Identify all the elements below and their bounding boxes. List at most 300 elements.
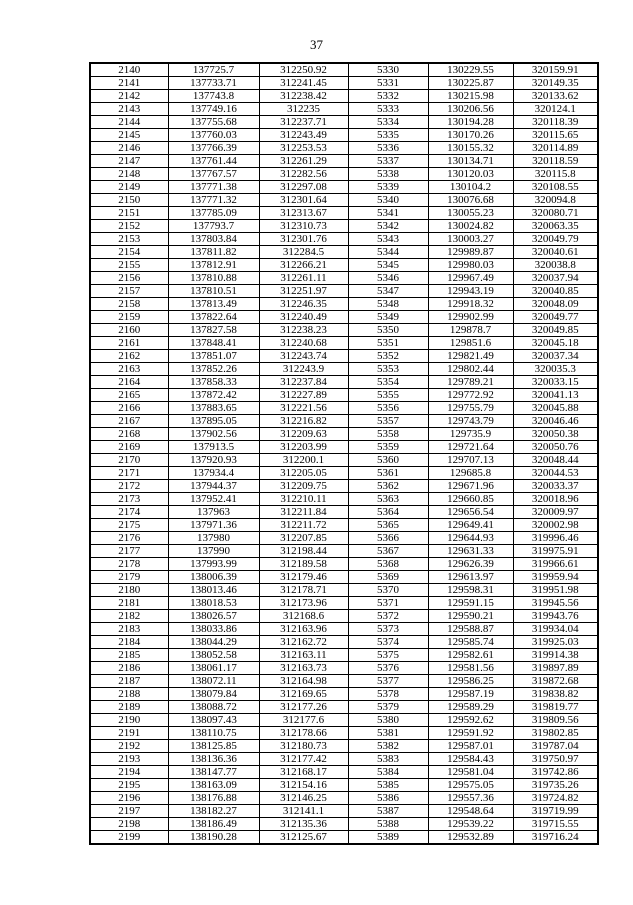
y-coordinate-right: 319724.82 xyxy=(513,792,598,805)
table-row xyxy=(90,207,598,220)
point-number-right: 5376 xyxy=(348,662,428,675)
y-coordinate-left: 312177.6 xyxy=(259,714,348,727)
y-coordinate-left: 312168.6 xyxy=(259,610,348,623)
x-coordinate-left: 138061.17 xyxy=(168,662,259,675)
x-coordinate-right: 129590.21 xyxy=(428,610,513,623)
x-coordinate-left: 137785.09 xyxy=(168,207,259,220)
point-number-left: 2182 xyxy=(90,610,168,623)
point-number-left: 2165 xyxy=(90,389,168,402)
x-coordinate-left: 137812.91 xyxy=(168,259,259,272)
point-number-left: 2199 xyxy=(90,831,168,845)
y-coordinate-right: 320063.35 xyxy=(513,220,598,233)
y-coordinate-left: 312163.73 xyxy=(259,662,348,675)
y-coordinate-right: 320049.85 xyxy=(513,324,598,337)
point-number-left: 2162 xyxy=(90,350,168,363)
x-coordinate-right: 130134.71 xyxy=(428,155,513,168)
point-number-left: 2190 xyxy=(90,714,168,727)
x-coordinate-left: 138147.77 xyxy=(168,766,259,779)
point-number-left: 2175 xyxy=(90,519,168,532)
point-number-left: 2149 xyxy=(90,181,168,194)
y-coordinate-right: 320033.37 xyxy=(513,480,598,493)
table-row xyxy=(90,779,598,792)
table-row xyxy=(90,77,598,90)
x-coordinate-left: 137771.32 xyxy=(168,194,259,207)
x-coordinate-right: 130076.68 xyxy=(428,194,513,207)
point-number-left: 2172 xyxy=(90,480,168,493)
y-coordinate-left: 312177.42 xyxy=(259,753,348,766)
y-coordinate-left: 312189.58 xyxy=(259,558,348,571)
x-coordinate-right: 129581.04 xyxy=(428,766,513,779)
point-number-right: 5351 xyxy=(348,337,428,350)
point-number-right: 5367 xyxy=(348,545,428,558)
y-coordinate-right: 320048.44 xyxy=(513,454,598,467)
table-row xyxy=(90,571,598,584)
point-number-right: 5365 xyxy=(348,519,428,532)
point-number-left: 2186 xyxy=(90,662,168,675)
point-number-right: 5332 xyxy=(348,90,428,103)
point-number-left: 2159 xyxy=(90,311,168,324)
point-number-left: 2176 xyxy=(90,532,168,545)
y-coordinate-right: 320033.15 xyxy=(513,376,598,389)
x-coordinate-left: 137760.03 xyxy=(168,129,259,142)
table-row xyxy=(90,402,598,415)
point-number-right: 5360 xyxy=(348,454,428,467)
x-coordinate-left: 137851.07 xyxy=(168,350,259,363)
table-row xyxy=(90,194,598,207)
point-number-right: 5361 xyxy=(348,467,428,480)
point-number-right: 5368 xyxy=(348,558,428,571)
table-row xyxy=(90,584,598,597)
point-number-right: 5383 xyxy=(348,753,428,766)
y-coordinate-left: 312211.84 xyxy=(259,506,348,519)
point-number-right: 5359 xyxy=(348,441,428,454)
y-coordinate-right: 320037.94 xyxy=(513,272,598,285)
x-coordinate-left: 137993.99 xyxy=(168,558,259,571)
table-row xyxy=(90,454,598,467)
x-coordinate-left: 137803.84 xyxy=(168,233,259,246)
point-number-left: 2179 xyxy=(90,571,168,584)
point-number-right: 5389 xyxy=(348,831,428,845)
x-coordinate-right: 129581.56 xyxy=(428,662,513,675)
point-number-left: 2155 xyxy=(90,259,168,272)
table-row xyxy=(90,363,598,376)
x-coordinate-right: 130024.82 xyxy=(428,220,513,233)
x-coordinate-right: 129582.61 xyxy=(428,649,513,662)
table-row xyxy=(90,428,598,441)
x-coordinate-left: 138033.86 xyxy=(168,623,259,636)
x-coordinate-left: 138190.28 xyxy=(168,831,259,845)
point-number-right: 5378 xyxy=(348,688,428,701)
y-coordinate-left: 312146.25 xyxy=(259,792,348,805)
point-number-right: 5350 xyxy=(348,324,428,337)
x-coordinate-left: 138072.11 xyxy=(168,675,259,688)
x-coordinate-right: 130194.28 xyxy=(428,116,513,129)
point-number-left: 2168 xyxy=(90,428,168,441)
x-coordinate-right: 129592.62 xyxy=(428,714,513,727)
x-coordinate-left: 137771.38 xyxy=(168,181,259,194)
x-coordinate-left: 138018.53 xyxy=(168,597,259,610)
point-number-right: 5349 xyxy=(348,311,428,324)
x-coordinate-right: 129707.13 xyxy=(428,454,513,467)
point-number-right: 5363 xyxy=(348,493,428,506)
y-coordinate-left: 312241.45 xyxy=(259,77,348,90)
x-coordinate-right: 129631.33 xyxy=(428,545,513,558)
y-coordinate-left: 312310.73 xyxy=(259,220,348,233)
x-coordinate-left: 137810.51 xyxy=(168,285,259,298)
x-coordinate-right: 129685.8 xyxy=(428,467,513,480)
y-coordinate-right: 320046.46 xyxy=(513,415,598,428)
x-coordinate-right: 130170.26 xyxy=(428,129,513,142)
table-row xyxy=(90,532,598,545)
table-row xyxy=(90,649,598,662)
y-coordinate-left: 312238.42 xyxy=(259,90,348,103)
x-coordinate-right: 130120.03 xyxy=(428,168,513,181)
point-number-right: 5388 xyxy=(348,818,428,831)
point-number-left: 2164 xyxy=(90,376,168,389)
y-coordinate-left: 312203.99 xyxy=(259,441,348,454)
y-coordinate-right: 320115.8 xyxy=(513,168,598,181)
point-number-right: 5375 xyxy=(348,649,428,662)
point-number-left: 2147 xyxy=(90,155,168,168)
y-coordinate-left: 312243.9 xyxy=(259,363,348,376)
y-coordinate-left: 312313.67 xyxy=(259,207,348,220)
point-number-right: 5364 xyxy=(348,506,428,519)
table-row xyxy=(90,142,598,155)
x-coordinate-right: 129584.43 xyxy=(428,753,513,766)
y-coordinate-left: 312180.73 xyxy=(259,740,348,753)
x-coordinate-right: 129548.64 xyxy=(428,805,513,818)
y-coordinate-right: 319735.26 xyxy=(513,779,598,792)
y-coordinate-right: 320080.71 xyxy=(513,207,598,220)
x-coordinate-left: 137971.36 xyxy=(168,519,259,532)
y-coordinate-left: 312238.23 xyxy=(259,324,348,337)
point-number-left: 2152 xyxy=(90,220,168,233)
x-coordinate-left: 137725.7 xyxy=(168,63,259,77)
y-coordinate-left: 312198.44 xyxy=(259,545,348,558)
point-number-right: 5343 xyxy=(348,233,428,246)
point-number-right: 5354 xyxy=(348,376,428,389)
x-coordinate-right: 129557.36 xyxy=(428,792,513,805)
y-coordinate-right: 320038.8 xyxy=(513,259,598,272)
y-coordinate-right: 319838.82 xyxy=(513,688,598,701)
x-coordinate-right: 129821.49 xyxy=(428,350,513,363)
x-coordinate-right: 129532.89 xyxy=(428,831,513,845)
x-coordinate-left: 138097.43 xyxy=(168,714,259,727)
point-number-right: 5344 xyxy=(348,246,428,259)
point-number-left: 2191 xyxy=(90,727,168,740)
x-coordinate-right: 129656.54 xyxy=(428,506,513,519)
point-number-left: 2167 xyxy=(90,415,168,428)
x-coordinate-right: 130055.23 xyxy=(428,207,513,220)
x-coordinate-left: 137913.5 xyxy=(168,441,259,454)
x-coordinate-right: 129967.49 xyxy=(428,272,513,285)
y-coordinate-left: 312154.16 xyxy=(259,779,348,792)
x-coordinate-left: 137827.58 xyxy=(168,324,259,337)
y-coordinate-left: 312163.96 xyxy=(259,623,348,636)
point-number-left: 2146 xyxy=(90,142,168,155)
y-coordinate-right: 320040.61 xyxy=(513,246,598,259)
y-coordinate-left: 312246.35 xyxy=(259,298,348,311)
point-number-right: 5340 xyxy=(348,194,428,207)
y-coordinate-right: 319951.98 xyxy=(513,584,598,597)
table-row xyxy=(90,415,598,428)
y-coordinate-left: 312235 xyxy=(259,103,348,116)
y-coordinate-left: 312240.68 xyxy=(259,337,348,350)
table-row xyxy=(90,558,598,571)
x-coordinate-left: 137766.39 xyxy=(168,142,259,155)
y-coordinate-right: 319959.94 xyxy=(513,571,598,584)
x-coordinate-right: 129918.32 xyxy=(428,298,513,311)
table-row xyxy=(90,376,598,389)
y-coordinate-left: 312282.56 xyxy=(259,168,348,181)
x-coordinate-left: 137934.4 xyxy=(168,467,259,480)
y-coordinate-left: 312284.5 xyxy=(259,246,348,259)
y-coordinate-left: 312205.05 xyxy=(259,467,348,480)
y-coordinate-right: 320118.39 xyxy=(513,116,598,129)
table-row xyxy=(90,285,598,298)
table-row xyxy=(90,467,598,480)
y-coordinate-left: 312221.56 xyxy=(259,402,348,415)
x-coordinate-right: 129721.64 xyxy=(428,441,513,454)
point-number-left: 2187 xyxy=(90,675,168,688)
table-row xyxy=(90,350,598,363)
y-coordinate-left: 312178.66 xyxy=(259,727,348,740)
x-coordinate-left: 138186.49 xyxy=(168,818,259,831)
y-coordinate-left: 312261.29 xyxy=(259,155,348,168)
table-row xyxy=(90,597,598,610)
point-number-right: 5381 xyxy=(348,727,428,740)
y-coordinate-right: 319750.97 xyxy=(513,753,598,766)
point-number-right: 5330 xyxy=(348,63,428,77)
x-coordinate-right: 129671.96 xyxy=(428,480,513,493)
table-row xyxy=(90,480,598,493)
y-coordinate-left: 312207.85 xyxy=(259,532,348,545)
y-coordinate-left: 312261.11 xyxy=(259,272,348,285)
x-coordinate-right: 129802.44 xyxy=(428,363,513,376)
point-number-left: 2166 xyxy=(90,402,168,415)
point-number-left: 2185 xyxy=(90,649,168,662)
x-coordinate-left: 137761.44 xyxy=(168,155,259,168)
x-coordinate-right: 129613.97 xyxy=(428,571,513,584)
point-number-left: 2153 xyxy=(90,233,168,246)
point-number-right: 5357 xyxy=(348,415,428,428)
point-number-left: 2196 xyxy=(90,792,168,805)
x-coordinate-left: 138163.09 xyxy=(168,779,259,792)
table-row xyxy=(90,688,598,701)
point-number-left: 2150 xyxy=(90,194,168,207)
x-coordinate-left: 138110.75 xyxy=(168,727,259,740)
table-row xyxy=(90,324,598,337)
y-coordinate-right: 319872.68 xyxy=(513,675,598,688)
x-coordinate-right: 129989.87 xyxy=(428,246,513,259)
point-number-right: 5335 xyxy=(348,129,428,142)
x-coordinate-left: 137811.82 xyxy=(168,246,259,259)
point-number-right: 5373 xyxy=(348,623,428,636)
table-row xyxy=(90,90,598,103)
x-coordinate-right: 129588.87 xyxy=(428,623,513,636)
table-row xyxy=(90,662,598,675)
point-number-right: 5377 xyxy=(348,675,428,688)
point-number-right: 5372 xyxy=(348,610,428,623)
table-row xyxy=(90,389,598,402)
point-number-right: 5353 xyxy=(348,363,428,376)
y-coordinate-left: 312297.08 xyxy=(259,181,348,194)
x-coordinate-right: 129539.22 xyxy=(428,818,513,831)
x-coordinate-left: 137920.93 xyxy=(168,454,259,467)
table-row xyxy=(90,506,598,519)
table-row xyxy=(90,753,598,766)
point-number-right: 5358 xyxy=(348,428,428,441)
x-coordinate-right: 130003.27 xyxy=(428,233,513,246)
point-number-right: 5336 xyxy=(348,142,428,155)
x-coordinate-left: 137743.8 xyxy=(168,90,259,103)
point-number-right: 5385 xyxy=(348,779,428,792)
table-row xyxy=(90,805,598,818)
table-row xyxy=(90,675,598,688)
point-number-left: 2197 xyxy=(90,805,168,818)
x-coordinate-left: 138136.36 xyxy=(168,753,259,766)
point-number-left: 2163 xyxy=(90,363,168,376)
y-coordinate-right: 320108.55 xyxy=(513,181,598,194)
table-row xyxy=(90,311,598,324)
y-coordinate-right: 319716.24 xyxy=(513,831,598,845)
y-coordinate-left: 312216.82 xyxy=(259,415,348,428)
x-coordinate-left: 138006.39 xyxy=(168,571,259,584)
point-number-right: 5337 xyxy=(348,155,428,168)
y-coordinate-left: 312251.97 xyxy=(259,285,348,298)
table-row xyxy=(90,259,598,272)
table-row xyxy=(90,298,598,311)
y-coordinate-right: 319715.55 xyxy=(513,818,598,831)
y-coordinate-right: 320044.53 xyxy=(513,467,598,480)
point-number-left: 2141 xyxy=(90,77,168,90)
x-coordinate-left: 138013.46 xyxy=(168,584,259,597)
x-coordinate-left: 138079.84 xyxy=(168,688,259,701)
y-coordinate-right: 320045.88 xyxy=(513,402,598,415)
table-row xyxy=(90,727,598,740)
x-coordinate-left: 137767.57 xyxy=(168,168,259,181)
y-coordinate-left: 312243.49 xyxy=(259,129,348,142)
y-coordinate-right: 320133.62 xyxy=(513,90,598,103)
x-coordinate-left: 137944.37 xyxy=(168,480,259,493)
x-coordinate-right: 129585.74 xyxy=(428,636,513,649)
x-coordinate-right: 129591.15 xyxy=(428,597,513,610)
table-row xyxy=(90,181,598,194)
x-coordinate-left: 137980 xyxy=(168,532,259,545)
table-row xyxy=(90,701,598,714)
y-coordinate-right: 320041.13 xyxy=(513,389,598,402)
table-row xyxy=(90,766,598,779)
y-coordinate-right: 320049.79 xyxy=(513,233,598,246)
point-number-left: 2158 xyxy=(90,298,168,311)
y-coordinate-right: 319809.56 xyxy=(513,714,598,727)
point-number-right: 5341 xyxy=(348,207,428,220)
x-coordinate-right: 129772.92 xyxy=(428,389,513,402)
x-coordinate-left: 137963 xyxy=(168,506,259,519)
y-coordinate-right: 319742.86 xyxy=(513,766,598,779)
x-coordinate-left: 137852.26 xyxy=(168,363,259,376)
x-coordinate-right: 129735.9 xyxy=(428,428,513,441)
x-coordinate-left: 138125.85 xyxy=(168,740,259,753)
point-number-left: 2184 xyxy=(90,636,168,649)
x-coordinate-left: 137883.65 xyxy=(168,402,259,415)
y-coordinate-right: 319897.89 xyxy=(513,662,598,675)
x-coordinate-right: 130206.56 xyxy=(428,103,513,116)
point-number-right: 5384 xyxy=(348,766,428,779)
table-row xyxy=(90,441,598,454)
y-coordinate-left: 312253.53 xyxy=(259,142,348,155)
x-coordinate-left: 137872.42 xyxy=(168,389,259,402)
y-coordinate-right: 320040.85 xyxy=(513,285,598,298)
coordinates-table-body xyxy=(90,63,598,844)
table-row xyxy=(90,103,598,116)
y-coordinate-left: 312163.11 xyxy=(259,649,348,662)
x-coordinate-right: 130215.98 xyxy=(428,90,513,103)
table-row xyxy=(90,493,598,506)
x-coordinate-left: 138176.88 xyxy=(168,792,259,805)
y-coordinate-left: 312227.89 xyxy=(259,389,348,402)
point-number-right: 5339 xyxy=(348,181,428,194)
table-row xyxy=(90,233,598,246)
y-coordinate-right: 320048.09 xyxy=(513,298,598,311)
point-number-left: 2181 xyxy=(90,597,168,610)
table-row xyxy=(90,246,598,259)
point-number-left: 2170 xyxy=(90,454,168,467)
point-number-left: 2189 xyxy=(90,701,168,714)
table-row xyxy=(90,545,598,558)
y-coordinate-left: 312250.92 xyxy=(259,63,348,77)
table-row xyxy=(90,636,598,649)
point-number-left: 2154 xyxy=(90,246,168,259)
x-coordinate-left: 137793.7 xyxy=(168,220,259,233)
y-coordinate-right: 320035.3 xyxy=(513,363,598,376)
x-coordinate-right: 129591.92 xyxy=(428,727,513,740)
point-number-right: 5334 xyxy=(348,116,428,129)
y-coordinate-left: 312301.64 xyxy=(259,194,348,207)
y-coordinate-left: 312200.1 xyxy=(259,454,348,467)
x-coordinate-right: 129575.05 xyxy=(428,779,513,792)
x-coordinate-right: 129851.6 xyxy=(428,337,513,350)
point-number-right: 5338 xyxy=(348,168,428,181)
y-coordinate-right: 320115.65 xyxy=(513,129,598,142)
point-number-right: 5369 xyxy=(348,571,428,584)
y-coordinate-left: 312177.26 xyxy=(259,701,348,714)
x-coordinate-right: 129586.25 xyxy=(428,675,513,688)
x-coordinate-right: 129980.03 xyxy=(428,259,513,272)
point-number-right: 5387 xyxy=(348,805,428,818)
x-coordinate-left: 137858.33 xyxy=(168,376,259,389)
point-number-right: 5370 xyxy=(348,584,428,597)
point-number-left: 2178 xyxy=(90,558,168,571)
x-coordinate-right: 129943.19 xyxy=(428,285,513,298)
point-number-right: 5380 xyxy=(348,714,428,727)
point-number-left: 2180 xyxy=(90,584,168,597)
x-coordinate-left: 138026.57 xyxy=(168,610,259,623)
x-coordinate-left: 138088.72 xyxy=(168,701,259,714)
point-number-right: 5331 xyxy=(348,77,428,90)
point-number-left: 2157 xyxy=(90,285,168,298)
y-coordinate-left: 312237.84 xyxy=(259,376,348,389)
point-number-left: 2151 xyxy=(90,207,168,220)
y-coordinate-left: 312169.65 xyxy=(259,688,348,701)
x-coordinate-left: 137733.71 xyxy=(168,77,259,90)
x-coordinate-right: 129649.41 xyxy=(428,519,513,532)
point-number-right: 5374 xyxy=(348,636,428,649)
table-row xyxy=(90,818,598,831)
y-coordinate-right: 319975.91 xyxy=(513,545,598,558)
point-number-left: 2192 xyxy=(90,740,168,753)
x-coordinate-right: 129587.19 xyxy=(428,688,513,701)
